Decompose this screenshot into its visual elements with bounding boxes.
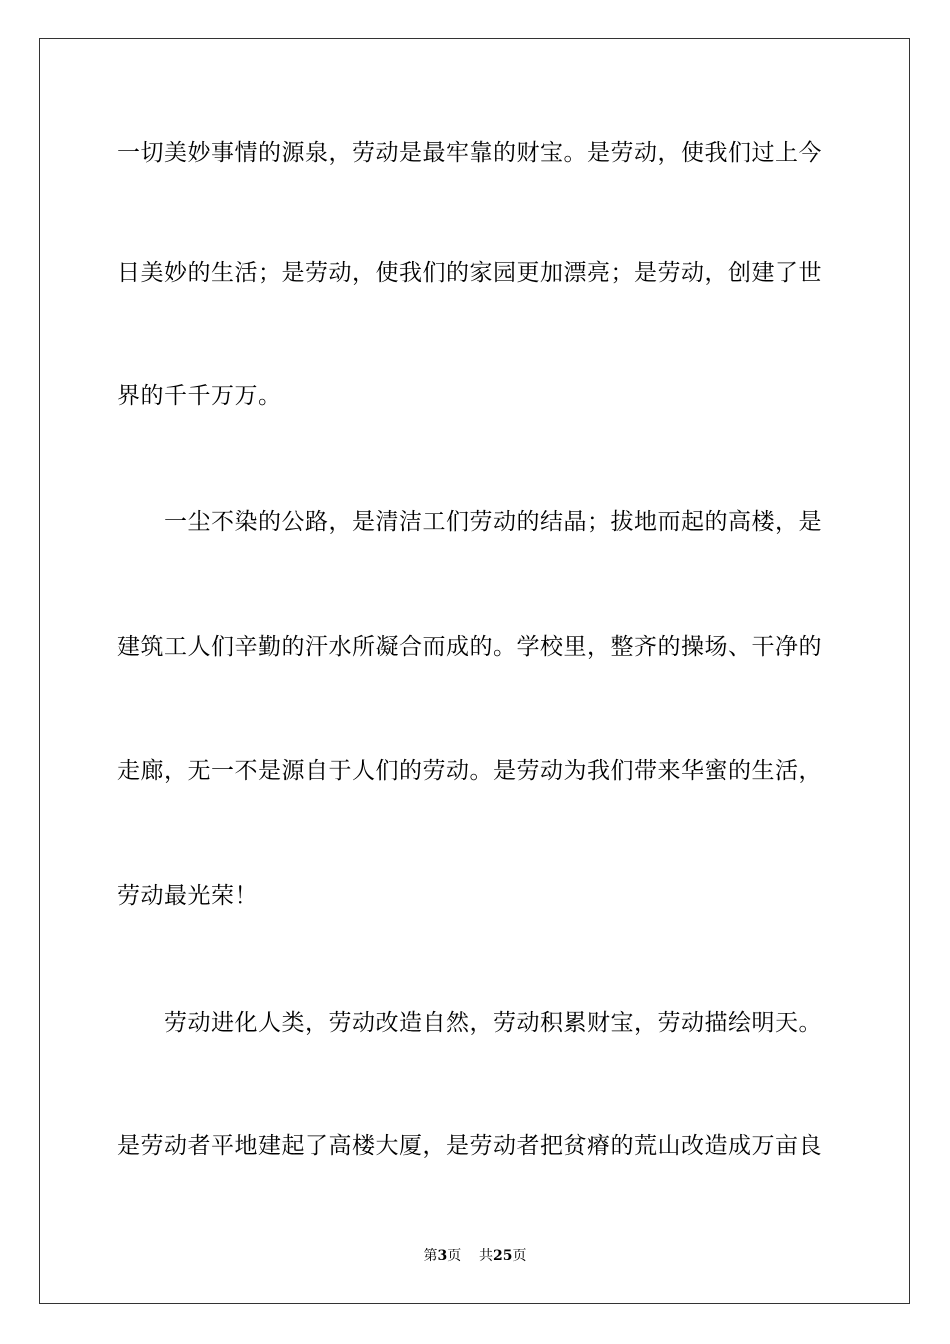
text-line: 一尘不染的公路，是清洁工们劳动的结晶；拔地而起的高楼，是 — [164, 509, 822, 535]
text-line: 劳动进化人类，劳动改造自然，劳动积累财宝，劳动描绘明天。 — [164, 1010, 822, 1036]
text-line: 日美妙的生活；是劳动，使我们的家园更加漂亮；是劳动，创建了世 — [117, 260, 822, 286]
page-footer — [0, 1247, 950, 1265]
total-pages: 25 — [493, 1248, 513, 1264]
text-line: 建筑工人们辛勤的汗水所凝合而成的。学校里，整齐的操场、干净的 — [117, 634, 822, 660]
total-prefix: 共 — [479, 1248, 494, 1264]
text-line: 劳动最光荣！ — [117, 883, 258, 909]
text-line: 一切美妙事情的源泉，劳动是最牢靠的财宝。是劳动，使我们过上今 — [117, 140, 822, 166]
text-line: 界的千千万万。 — [117, 383, 282, 409]
page-number: 3 — [437, 1248, 448, 1264]
text-line: 是劳动者平地建起了高楼大厦，是劳动者把贫瘠的荒山改造成万亩良 — [117, 1133, 822, 1159]
page-border — [39, 38, 910, 1304]
total-suffix: 页 — [512, 1248, 527, 1264]
page-suffix: 页 — [447, 1248, 462, 1264]
page-prefix: 第 — [423, 1248, 438, 1264]
text-line: 走廊，无一不是源自于人们的劳动。是劳动为我们带来华蜜的生活， — [117, 758, 822, 784]
